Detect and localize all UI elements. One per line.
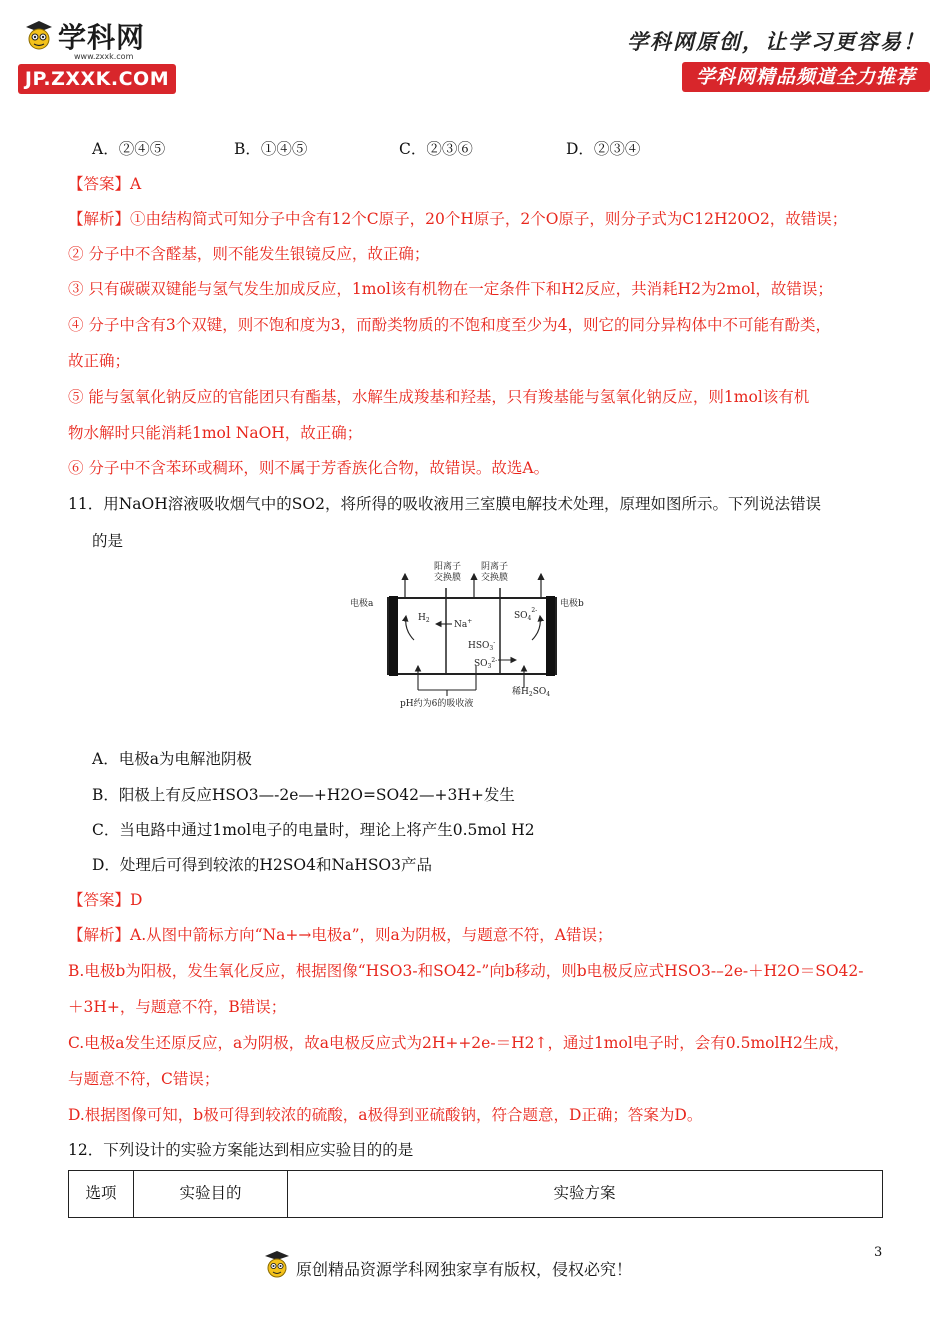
svg-text:交换膜: 交换膜 (434, 573, 462, 583)
table-header-purpose: 实验目的 (134, 1171, 288, 1217)
electrode-a-plate (389, 596, 398, 676)
recommend-badge[interactable]: 学科网精品频道全力推荐 (682, 62, 930, 92)
q10-analysis-line-4: ④ 分子中含有3个双键，则不饱和度为3，而酚类物质的不饱和度至少为4，则它的同分异构体中不可能有酚类， (68, 316, 832, 334)
h2-label: $H_2$ (418, 613, 430, 624)
answer-value: A (130, 175, 142, 193)
q11-analysis-line-1: 【解析】A.从图中箭标方向“Na+→电极a”，则a为阴极，与题意不符，A错误； (68, 926, 613, 944)
q11-option-d: D．处理后可得到较浓的H2SO4和NaHSO3产品 (92, 856, 433, 874)
footer-copyright: 原创精品资源学科网独家享有版权，侵权必究！ (296, 1260, 633, 1279)
so4-label: $SO_4^{2-}$ (514, 607, 538, 622)
anion-membrane-label: 阴离子 (481, 562, 509, 572)
svg-text:交换膜: 交换膜 (481, 573, 509, 583)
q12-stem: 12．下列设计的实验方案能达到相应实验目的的是 (68, 1141, 414, 1159)
q11-option-a: A．电极a为电解池阴极 (92, 750, 252, 768)
page-number: 3 (874, 1245, 883, 1260)
q11-analysis-line-3: ＋3H+，与题意不符，B错误； (68, 998, 287, 1016)
q11-stem-line-2: 的是 (92, 532, 124, 550)
q11-analysis-line-4: C.电极a发生还原反应，a为阴极，故a电极反应式为2H++2e-＝H2↑，通过1mol电子时，会有0.5molH2生成， (68, 1034, 850, 1052)
electrolysis-diagram (348, 556, 588, 716)
header-slogan: 学科网原创，让学习更容易！ (627, 29, 926, 54)
q11-option-c: C．当电路中通过1mol电子的电量时，理论上将产生0.5mol H2 (92, 821, 535, 839)
cation-membrane-label: 阳离子 (434, 562, 462, 572)
q11-analysis-line-6: D.根据图像可知，b极可得到较浓的硫酸，a极得到亚硫酸钠，符合题意，D正确；答案为D。 (68, 1106, 703, 1124)
q11-answer (68, 888, 142, 910)
hso3-label: $HSO_3^-$ (468, 639, 496, 652)
answer-value: D (130, 891, 143, 909)
jp-zxxk-badge[interactable]: JP.ZXXK.COM (18, 64, 176, 94)
q10-option-c: C．②③⑥ (399, 140, 473, 158)
q10-analysis-line-3: ③ 只有碳碳双键能与氢气发生加成反应，1mol该有机物在一定条件下和H2反应，共消耗H2为2mol，故错误； (68, 280, 833, 298)
analysis-tag: 【解析】 (68, 210, 131, 228)
q10-option-d: D．②③④ (566, 140, 641, 158)
q11-option-b: B．阳极上有反应HSO3—-2e—+H2O=SO42—+3H+发生 (92, 786, 515, 804)
answer-tag: 【答案】 (68, 175, 131, 193)
table-header-plan: 实验方案 (553, 1184, 616, 1202)
answer-tag: 【答案】 (68, 891, 131, 909)
q10-option-a: A．②④⑤ (92, 140, 166, 158)
footer-mascot-icon (262, 1248, 292, 1282)
q10-analysis-line-5: 故正确； (68, 352, 131, 370)
q10-analysis-line-1: 【解析】①由结构简式可知分子中含有12个C原子，20个H原子，2个O原子，则分子式为C12H20O2，故错误； (68, 210, 848, 228)
electrode-b-plate (546, 596, 555, 676)
electrode-b-label: 电极b (560, 599, 584, 609)
q10-analysis-line-7: 物水解时只能消耗1mol NaOH，故正确； (68, 424, 363, 442)
q11-stem-line-1: 11．用NaOH溶液吸收烟气中的SO2，将所得的吸收液用三室膜电解技术处理，原理如图所示。下列说法错误 (68, 495, 821, 513)
table-header-option: 选项 (69, 1171, 134, 1217)
analysis-tag: 【解析】 (68, 926, 131, 944)
logo-text: 学科网 (58, 21, 146, 54)
q10-option-b: B．①④⑤ (234, 140, 308, 158)
so3-label: $SO_3^{2-}$ (474, 657, 498, 670)
dilute-acid-label: 稀$H_2SO_4$ (512, 687, 551, 698)
q10-analysis-line-6: ⑤ 能与氢氧化钠反应的官能团只有酯基，水解生成羧基和羟基，只有羧基能与氢氧化钠反应，则1mol该有机 (68, 388, 810, 406)
experiment-table (68, 1170, 883, 1218)
na-ion-label: Na+ (454, 618, 473, 630)
q10-analysis-line-2: ② 分子中不含醛基，则不能发生银镜反应，故正确； (68, 245, 430, 263)
q10-analysis-line-8: ⑥ 分子中不含苯环或稠环，则不属于芳香族化合物，故错误。故选A。 (68, 459, 550, 477)
q11-analysis-line-5: 与题意不符，C错误； (68, 1070, 220, 1088)
q10-answer (68, 172, 141, 194)
electrode-a-label: 电极a (350, 599, 374, 609)
mascot-logo-icon (22, 18, 56, 52)
logo-url: www.zxxk.com (74, 52, 134, 61)
absorb-liquid-label: pH约为6的吸收液 (400, 699, 474, 709)
q11-analysis-line-2: B.电极b为阳极，发生氧化反应，根据图像“HSO3-和SO42-”向b移动，则b电极反应式HSO3-–2e-＋H2O＝SO42- (68, 962, 864, 980)
